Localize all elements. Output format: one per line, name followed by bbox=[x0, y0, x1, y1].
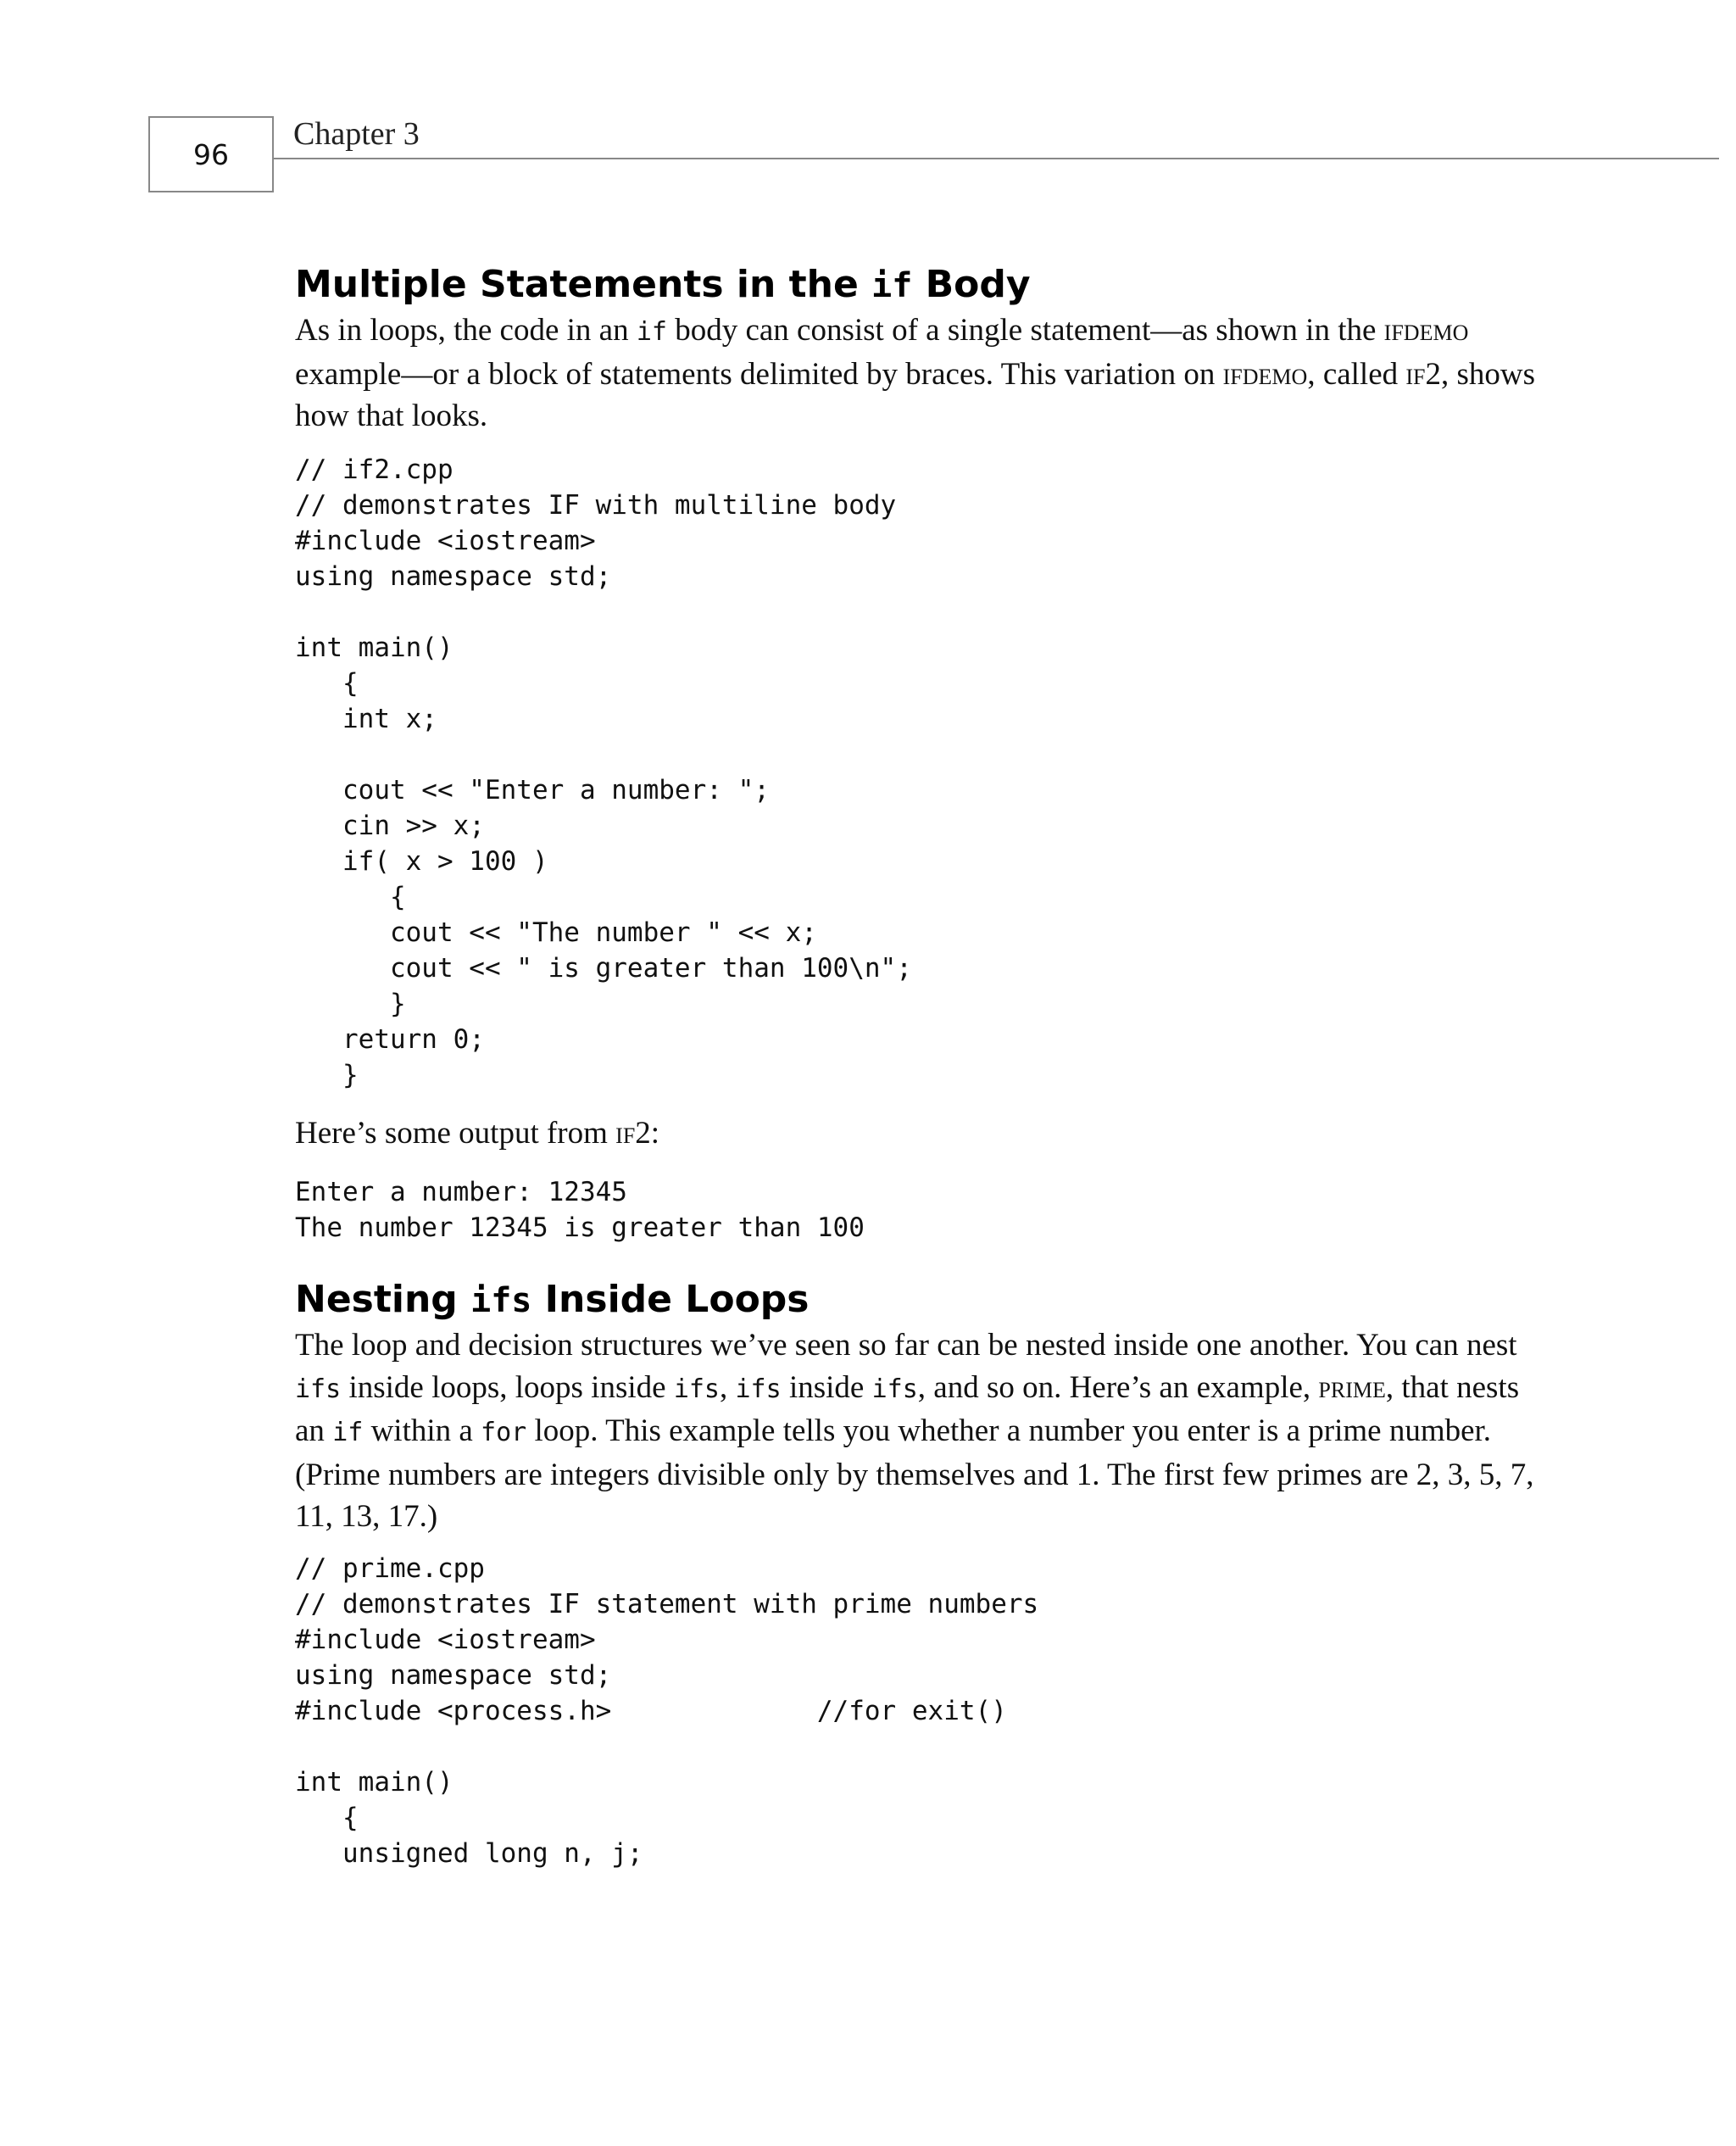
text-run: As in loops, the code in an bbox=[295, 313, 637, 348]
inline-code: ifs bbox=[871, 1374, 918, 1404]
section-heading bbox=[295, 261, 1550, 309]
text-run: inside loops, loops inside bbox=[341, 1369, 674, 1405]
inline-code: for bbox=[481, 1418, 527, 1447]
inline-code: if bbox=[636, 317, 667, 347]
paragraph bbox=[295, 309, 1550, 438]
paragraph bbox=[295, 1112, 1550, 1155]
heading-text: Multiple Statements in the bbox=[295, 263, 872, 306]
program-output: Enter a number: 12345 The number 12345 is greater than 100 bbox=[295, 1177, 865, 1243]
program-name: prime bbox=[1318, 1369, 1386, 1405]
paragraph bbox=[295, 1324, 1550, 1538]
heading-code: if bbox=[871, 266, 913, 305]
program-name: if bbox=[615, 1116, 636, 1151]
text-run: body can consist of a single statement—as shown in the bbox=[666, 313, 1384, 348]
inline-code: if bbox=[332, 1418, 364, 1447]
text-run: 2, shows how that looks. bbox=[295, 356, 1536, 433]
section-heading bbox=[295, 1276, 1550, 1324]
text-run: within a bbox=[363, 1413, 481, 1448]
text-run: inside bbox=[781, 1369, 872, 1405]
section-multiple-statements bbox=[295, 261, 1550, 438]
output-intro bbox=[295, 1112, 1550, 1155]
text-run: , called bbox=[1307, 356, 1406, 392]
inline-code: ifs bbox=[295, 1374, 342, 1404]
text-run: 2: bbox=[635, 1116, 660, 1151]
section-nesting-ifs bbox=[295, 1276, 1550, 1538]
text-run: , that nests an bbox=[295, 1369, 1520, 1448]
text-run: Here’s some output from bbox=[295, 1116, 616, 1151]
text-run: , and so on. Here’s an example, bbox=[917, 1369, 1319, 1405]
program-name: ifdemo bbox=[1222, 356, 1308, 392]
heading-code: ifs bbox=[470, 1281, 532, 1320]
program-name: if bbox=[1405, 356, 1426, 392]
page-number: 96 bbox=[148, 116, 274, 192]
text-run: , bbox=[720, 1369, 736, 1405]
program-name: ifdemo bbox=[1383, 313, 1469, 348]
text-run: loop. This example tells you whether a number you enter is a prime number. (Prime numbers are integers divisible only by themselves and 1. The first few primes are 2, 3, 5, 7, 11, 13, 17.) bbox=[295, 1413, 1534, 1534]
heading-text: Inside Loops bbox=[531, 1278, 810, 1321]
text-run: The loop and decision structures we’ve seen so far can be nested inside one another. You can nest bbox=[295, 1328, 1517, 1363]
heading-text: Body bbox=[912, 263, 1031, 306]
text-run: example—or a block of statements delimited by braces. This variation on bbox=[295, 356, 1223, 392]
inline-code: ifs bbox=[673, 1374, 720, 1404]
code-listing-prime: // prime.cpp // demonstrates IF statement with prime numbers #include <iostream> using namespace std; #include <process.h> //for exit() int main() { unsigned long n, j; bbox=[295, 1553, 1039, 1869]
inline-code: ifs bbox=[735, 1374, 782, 1404]
header-rule bbox=[274, 158, 1719, 159]
code-listing-if2: // if2.cpp // demonstrates IF with multiline body #include <iostream> using namespace std; int main() { int x; cout << "Enter a number: "; cin >> x; if( x > 100 ) { cout << "The number " << x; cout << " is greater than 100\n"; } return 0; } bbox=[295, 454, 912, 1090]
chapter-label: Chapter 3 bbox=[293, 116, 420, 152]
heading-text: Nesting bbox=[295, 1278, 471, 1321]
